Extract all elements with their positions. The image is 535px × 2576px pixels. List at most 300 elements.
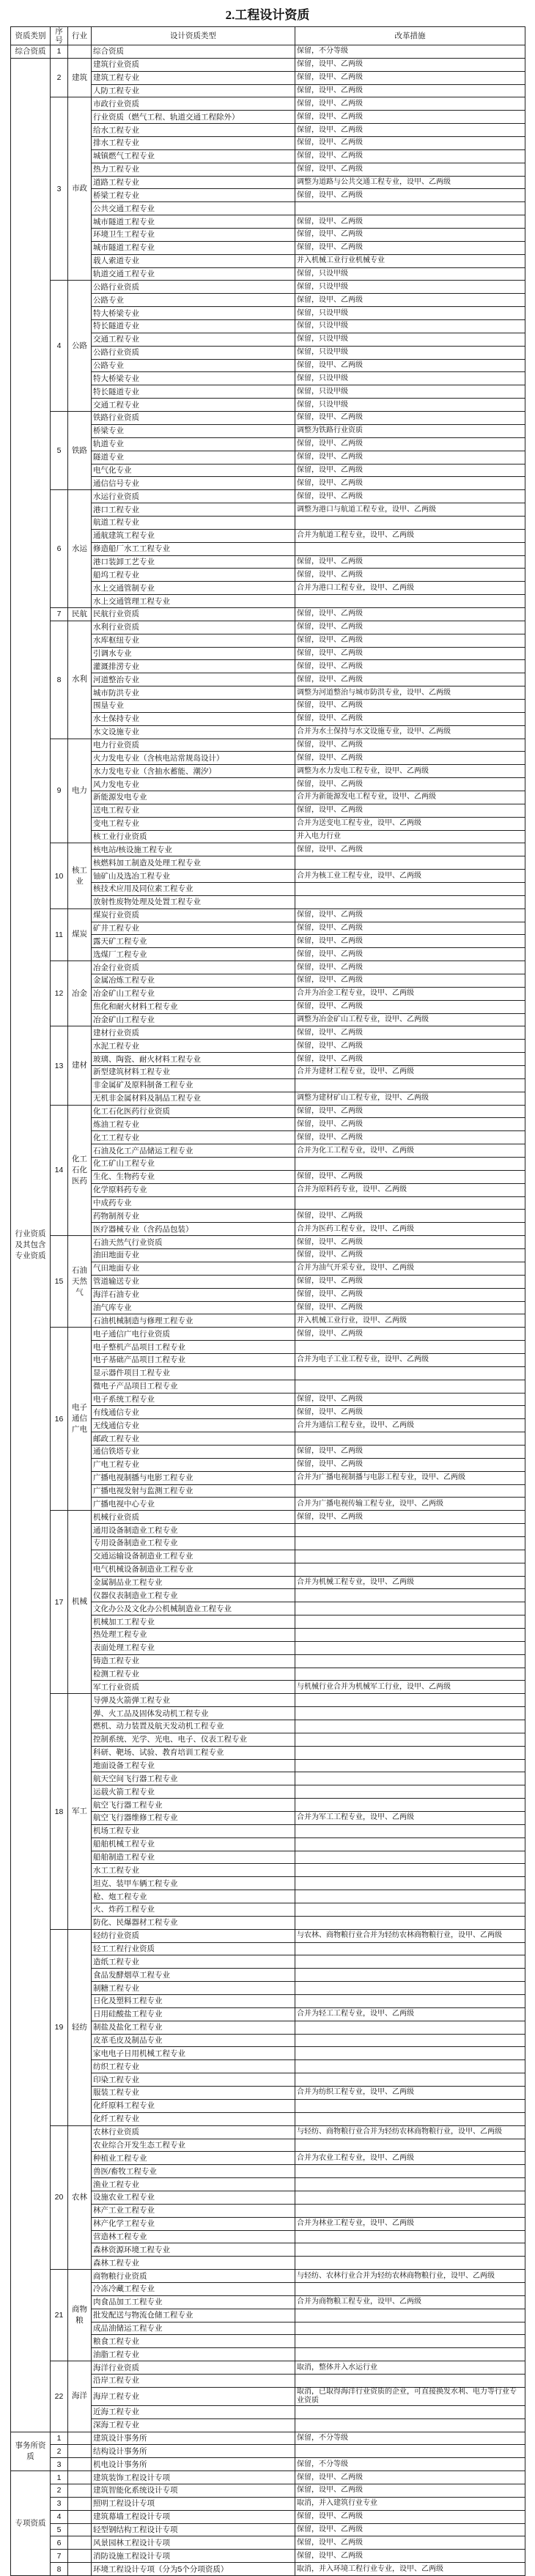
number-cell: 16 (51, 1328, 68, 1511)
qualification-type-cell: 城镇燃气工程专业 (92, 149, 295, 163)
header-number: 序号 (51, 27, 68, 45)
reform-measure-cell (295, 2165, 525, 2178)
reform-measure-cell: 保留，设甲、乙两级 (295, 621, 525, 634)
qualification-type-cell: 轨道专业 (92, 437, 295, 451)
reform-measure-cell: 调整为道路与公共交通工程专业，设甲、乙两级 (295, 176, 525, 189)
industry-cell (68, 2536, 92, 2550)
qualification-type-cell: 建筑装饰工程设计专项 (92, 2471, 295, 2484)
industry-cell: 水运 (68, 490, 92, 608)
qualification-type-cell: 港口工程专业 (92, 503, 295, 517)
number-cell: 19 (51, 1929, 68, 2125)
reform-measure-cell: 合并为医药工程专业，设甲、乙两级 (295, 1223, 525, 1236)
reform-measure-cell (295, 1602, 525, 1615)
qualification-type-cell: 轻型钢结构工程设计专项 (92, 2523, 295, 2536)
qualification-type-cell: 沿岸工程专业 (92, 2374, 295, 2387)
qualification-type-cell: 风景园林工程设计专项 (92, 2536, 295, 2550)
qualification-type-cell: 水库枢纽专业 (92, 634, 295, 647)
qualification-type-cell: 冶金矿山工程专业 (92, 987, 295, 1000)
table-row (11, 2497, 525, 2510)
number-cell: 3 (51, 97, 68, 281)
qualification-type-cell: 邮政工程专业 (92, 1432, 295, 1446)
qualification-type-cell: 油气库专业 (92, 1301, 295, 1314)
qualification-type-cell: 批发配送与物流仓储工程专业 (92, 2309, 295, 2322)
qualification-type-cell: 铸造工程专业 (92, 1654, 295, 1668)
reform-measure-cell (295, 202, 525, 215)
qualification-type-cell: 照明工程设计专项 (92, 2497, 295, 2510)
qualification-type-cell: 特大桥梁专业 (92, 307, 295, 320)
reform-measure-cell (295, 1366, 525, 1380)
qualification-type-cell: 仪器仪表制造业工程专业 (92, 1589, 295, 1602)
qualification-type-cell: 特大桥梁专业 (92, 372, 295, 385)
reform-measure-cell (295, 1995, 525, 2008)
qualification-type-cell: 检测工程专业 (92, 1668, 295, 1681)
reform-measure-cell: 保留，设甲、乙两级 (295, 922, 525, 935)
reform-measure-cell: 保留，只设甲级 (295, 385, 525, 399)
reform-measure-cell (295, 1158, 525, 1171)
table-row (11, 2361, 525, 2375)
reform-measure-cell: 合并为商物粮工程专业，设甲、乙两级 (295, 2295, 525, 2309)
reform-measure-cell: 保留，设甲、乙两级 (295, 634, 525, 647)
qualification-type-cell: 通航建筑工程专业 (92, 529, 295, 542)
reform-measure-cell: 保留，设甲、乙两级 (295, 935, 525, 948)
qualification-type-cell: 公路行业资质 (92, 281, 295, 294)
reform-measure-cell (295, 1628, 525, 1641)
reform-measure-cell (295, 542, 525, 555)
table-row (11, 281, 525, 294)
qualification-type-cell: 设施农业工程专业 (92, 2191, 295, 2204)
qualification-type-cell: 电力行业资质 (92, 739, 295, 752)
reform-measure-cell (295, 2034, 525, 2047)
reform-measure-cell: 保留，设甲、乙两级 (295, 673, 525, 686)
qualification-type-cell: 航天空间飞行器工程专业 (92, 1772, 295, 1785)
qualification-type-cell: 兽医/畜牧工程专业 (92, 2165, 295, 2178)
qualification-type-cell: 引调水专业 (92, 647, 295, 660)
table-row (11, 961, 525, 974)
reform-measure-cell: 保留，只设甲级 (295, 320, 525, 333)
qualification-type-cell: 消防设施工程设计专项 (92, 2550, 295, 2563)
table-row (11, 908, 525, 922)
reform-measure-cell (295, 1851, 525, 1864)
qualification-type-cell: 石油及化工产品储运工程专业 (92, 1144, 295, 1158)
reform-measure-cell: 保留，设甲、乙两级 (295, 1249, 525, 1262)
qualification-type-cell: 载人索道专业 (92, 254, 295, 267)
reform-measure-cell: 与轻纺、商物粮行业合并为轻纺农林商物粮行业，设甲、乙两级 (295, 2125, 525, 2139)
reform-measure-cell (295, 1707, 525, 1720)
qualification-type-cell: 石油天然气行业资质 (92, 1236, 295, 1249)
reform-measure-cell: 保留，设甲、乙两级 (295, 241, 525, 254)
qualification-type-cell: 通信铁塔专业 (92, 1445, 295, 1458)
reform-measure-cell: 保留，不分等级 (295, 45, 525, 59)
category-cell: 事务所资质 (11, 2432, 51, 2471)
qualification-type-cell: 文化办公及文化办公机械制造业工程专业 (92, 1602, 295, 1615)
qualification-type-cell: 广播电视中心专业 (92, 1498, 295, 1511)
industry-cell: 铁路 (68, 412, 92, 490)
qualification-type-cell: 无线通信专业 (92, 1419, 295, 1432)
reform-measure-cell: 保留，设甲、乙两级 (295, 1288, 525, 1301)
reform-measure-cell: 合并为机械工程专业，设甲、乙两级 (295, 1576, 525, 1589)
reform-measure-cell: 保留，设甲、乙两级 (295, 1275, 525, 1288)
table-row (11, 2536, 525, 2550)
number-cell: 2 (51, 2484, 68, 2497)
qualification-type-cell: 船舶机械工程专业 (92, 1837, 295, 1851)
reform-measure-cell (295, 1942, 525, 1955)
reform-measure-cell (295, 2322, 525, 2335)
reform-measure-cell: 保留，设甲、乙两级 (295, 2523, 525, 2536)
qualification-type-cell: 家电电子日用机械工程专业 (92, 2047, 295, 2060)
reform-measure-cell: 取消，已取得海洋行业资质的企业，可直接换发水利、电力等行业专业资质 (295, 2387, 525, 2405)
table-row (11, 621, 525, 634)
table-row (11, 739, 525, 752)
qualification-type-cell: 弹、火工品及固体发动机工程专业 (92, 1707, 295, 1720)
industry-cell (68, 2550, 92, 2563)
qualification-type-cell: 表面处理工程专业 (92, 1641, 295, 1654)
qualification-type-cell: 人防工程专业 (92, 84, 295, 97)
qualification-type-cell: 森林资源环境工程专业 (92, 2243, 295, 2257)
table-row (11, 2458, 525, 2471)
qualification-type-cell: 化纤原料工程专业 (92, 2099, 295, 2112)
qualification-type-cell: 建筑幕墙工程设计专项 (92, 2510, 295, 2523)
qualification-type-cell: 交通工程专业 (92, 333, 295, 346)
industry-cell (68, 2471, 92, 2484)
industry-cell (68, 2484, 92, 2497)
qualification-type-cell: 地面设备工程专业 (92, 1759, 295, 1772)
reform-measure-cell (295, 1969, 525, 1982)
qualification-type-cell: 机场工程专业 (92, 1824, 295, 1837)
reform-measure-cell: 保留，只设甲级 (295, 307, 525, 320)
qualification-type-cell: 广电工程专业 (92, 1458, 295, 1471)
qualification-type-cell: 建筑行业资质 (92, 58, 295, 71)
qualification-type-cell: 药物制剂专业 (92, 1210, 295, 1223)
reform-measure-cell: 与农林、商物粮行业合并为轻纺农林商物粮行业，设甲、乙两级 (295, 1929, 525, 1942)
qualification-type-cell: 燃机、动力装置及航天发动机工程专业 (92, 1720, 295, 1733)
qualification-type-cell: 冶金行业资质 (92, 961, 295, 974)
reform-measure-cell (295, 1824, 525, 1837)
reform-measure-cell: 保留，设甲、乙两级 (295, 215, 525, 229)
table-row (11, 45, 525, 59)
number-cell: 3 (51, 2458, 68, 2471)
reform-measure-cell: 调整为港口与航道工程专业，设甲、乙两级 (295, 503, 525, 517)
table-row (11, 2550, 525, 2563)
qualification-type-cell: 民航行业资质 (92, 607, 295, 621)
reform-measure-cell (295, 1550, 525, 1563)
reform-measure-cell: 与机械行业合并为机械军工行业，设甲、乙两级 (295, 1681, 525, 1694)
reform-measure-cell: 保留，设甲、乙两级 (295, 843, 525, 856)
number-cell: 4 (51, 2510, 68, 2523)
reform-measure-cell (295, 2191, 525, 2204)
category-cell: 专项资质 (11, 2471, 51, 2576)
qualification-type-cell: 食品发酵烟草工程专业 (92, 1969, 295, 1982)
reform-measure-cell: 调整为河道整治与城市防洪专业，设甲、乙两级 (295, 686, 525, 700)
qualification-type-cell: 种植业工程专业 (92, 2152, 295, 2165)
qualification-type-cell: 非金属矿及原料制备工程专业 (92, 1078, 295, 1092)
qualification-type-cell: 航空飞行器工程专业 (92, 1799, 295, 1812)
table-row (11, 97, 525, 111)
reform-measure-cell: 保留，设甲、乙两级 (295, 2484, 525, 2497)
qualification-type-cell: 新能源发电专业 (92, 791, 295, 804)
reform-measure-cell: 保留，设甲、乙两级 (295, 71, 525, 84)
qualification-type-cell: 水上交通管理工程专业 (92, 595, 295, 608)
table-row (11, 2270, 525, 2283)
qualification-type-cell: 公路专业 (92, 294, 295, 307)
reform-measure-cell: 保留，设甲、乙两级 (295, 84, 525, 97)
reform-measure-cell (295, 2139, 525, 2152)
qualification-type-cell: 矿井工程专业 (92, 922, 295, 935)
reform-measure-cell (295, 2309, 525, 2322)
qualification-type-cell: 机电设计事务所 (92, 2458, 295, 2471)
reform-measure-cell (295, 1536, 525, 1550)
reform-measure-cell: 保留，设甲、乙两级 (295, 2471, 525, 2484)
reform-measure-cell: 调整为建材矿山工程专业，设甲、乙两级 (295, 1092, 525, 1105)
table-row (11, 1511, 525, 1524)
reform-measure-cell: 合并为冶金工程专业，设甲、乙两级 (295, 987, 525, 1000)
number-cell: 21 (51, 2270, 68, 2361)
reform-measure-cell: 保留，设甲、乙两级 (295, 1458, 525, 1471)
reform-measure-cell (295, 2282, 525, 2295)
number-cell: 18 (51, 1694, 68, 1929)
number-cell: 1 (51, 45, 68, 59)
qualification-type-cell: 制糖工程专业 (92, 1982, 295, 1995)
reform-measure-cell: 合并为军工工程专业，设甲、乙两级 (295, 1812, 525, 1825)
qualification-type-cell: 变电工程专业 (92, 817, 295, 830)
header-industry: 行业 (68, 27, 92, 45)
qualification-type-cell: 军工行业资质 (92, 1681, 295, 1694)
reform-measure-cell (295, 2060, 525, 2073)
reform-measure-cell: 保留，设甲、乙两级 (295, 1118, 525, 1131)
reform-measure-cell: 保留，只设甲级 (295, 399, 525, 412)
qualification-type-cell: 铁路行业资质 (92, 412, 295, 425)
reform-measure-cell (295, 1877, 525, 1890)
qualification-type-cell: 水运行业资质 (92, 490, 295, 503)
industry-cell: 水利 (68, 621, 92, 739)
qualification-type-cell: 隧道专业 (92, 451, 295, 464)
reform-measure-cell: 合并为轻工工程专业，设甲、乙两级 (295, 2007, 525, 2021)
page-title: 2.工程设计资质 (225, 8, 310, 22)
number-cell: 5 (51, 412, 68, 490)
reform-measure-cell: 保留，设甲、乙两级 (295, 660, 525, 673)
qualification-type-cell: 粮食工程专业 (92, 2335, 295, 2348)
reform-measure-cell: 保留，设甲、乙两级 (295, 2550, 525, 2563)
reform-measure-cell: 保留，只设甲级 (295, 346, 525, 359)
reform-measure-cell: 保留，设甲、乙两级 (295, 124, 525, 137)
reform-measure-cell: 合并为水土保持与水文设施专业，设甲、乙两级 (295, 725, 525, 739)
reform-measure-cell (295, 1955, 525, 1969)
reform-measure-cell: 保留，设甲、乙两级 (295, 149, 525, 163)
reform-measure-cell: 保留，只设甲级 (295, 267, 525, 281)
reform-measure-cell (295, 1785, 525, 1799)
qualification-type-cell: 电子系统工程专业 (92, 1393, 295, 1406)
reform-measure-cell (295, 2445, 525, 2458)
industry-cell: 公路 (68, 281, 92, 412)
table-row (11, 2432, 525, 2445)
qualification-type-cell: 综合资质 (92, 45, 295, 59)
qualification-type-cell: 核电站/核设施工程专业 (92, 843, 295, 856)
reform-measure-cell (295, 2112, 525, 2125)
reform-measure-cell (295, 856, 525, 870)
qualification-type-cell: 轻纺行业资质 (92, 1929, 295, 1942)
qualification-type-cell: 农林行业资质 (92, 2125, 295, 2139)
reform-measure-cell: 并入电力行业 (295, 830, 525, 843)
industry-cell (68, 2523, 92, 2536)
industry-cell (68, 2458, 92, 2471)
number-cell: 7 (51, 2550, 68, 2563)
industry-cell: 冶金 (68, 961, 92, 1026)
qualification-type-cell: 坦克、装甲车辆工程专业 (92, 1877, 295, 1890)
number-cell: 3 (51, 2497, 68, 2510)
qualification-type-cell: 环境工程设计专项（分为5个分项资质） (92, 2563, 295, 2576)
qualification-type-cell: 化工矿山工程专业 (92, 1158, 295, 1171)
reform-measure-cell (295, 1903, 525, 1917)
qualification-type-cell: 电气机械设备制造业工程专业 (92, 1563, 295, 1576)
qualification-type-cell: 航道工程专业 (92, 516, 295, 529)
qualification-type-cell: 机械行业资质 (92, 1511, 295, 1524)
reform-measure-cell (295, 1654, 525, 1668)
qualification-type-cell: 服装工程专业 (92, 2087, 295, 2100)
reform-measure-cell: 保留，设甲、乙两级 (295, 111, 525, 124)
qualification-type-cell: 玻璃、陶瓷、耐火材料工程专业 (92, 1053, 295, 1066)
reform-measure-cell (295, 2374, 525, 2387)
reform-measure-cell: 保留，设甲、乙两级 (295, 699, 525, 712)
industry-cell: 化工石化医药 (68, 1105, 92, 1236)
qualification-type-cell: 航空飞行器维修工程专业 (92, 1812, 295, 1825)
table-row (11, 58, 525, 71)
qualification-type-cell: 水土保持专业 (92, 712, 295, 725)
reform-measure-cell: 保留，设甲、乙两级 (295, 137, 525, 150)
reform-measure-cell: 保留，设甲、乙两级 (295, 778, 525, 791)
qualification-type-cell: 制盐及盐化工程专业 (92, 2021, 295, 2034)
reform-measure-cell (295, 2348, 525, 2361)
industry-cell (68, 2445, 92, 2458)
qualification-type-cell: 水泥工程专业 (92, 1040, 295, 1053)
table-row (11, 2523, 525, 2536)
reform-measure-cell: 合并为化工工程专业，设甲、乙两级 (295, 1144, 525, 1158)
qualification-type-cell: 商物粮行业资质 (92, 2270, 295, 2283)
reform-measure-cell (295, 1694, 525, 1707)
qualification-type-cell: 城市隧道工程专业 (92, 215, 295, 229)
reform-measure-cell (295, 2099, 525, 2112)
reform-measure-cell (295, 1380, 525, 1393)
reform-measure-cell: 保留，只设甲级 (295, 372, 525, 385)
qualification-type-cell: 选煤厂工程专业 (92, 948, 295, 961)
industry-cell: 石油天然气 (68, 1236, 92, 1328)
reform-measure-cell: 并入机械工业行业，设甲、乙两级 (295, 1314, 525, 1328)
table-row (11, 1236, 525, 1249)
qualification-type-cell: 油脂工程专业 (92, 2348, 295, 2361)
industry-cell: 建筑 (68, 58, 92, 97)
reform-measure-cell: 保留，设甲、乙两级 (295, 555, 525, 569)
number-cell: 8 (51, 2563, 68, 2576)
reform-measure-cell: 保留，设甲、乙两级 (295, 647, 525, 660)
table-row (11, 2484, 525, 2497)
qualification-type-cell: 电子通信广电行业资质 (92, 1328, 295, 1341)
industry-cell (68, 2563, 92, 2576)
reform-measure-cell: 取消，并入建筑行业专业 (295, 2497, 525, 2510)
reform-measure-cell (295, 2178, 525, 2191)
qualification-type-cell: 气田地面专业 (92, 1262, 295, 1275)
number-cell: 2 (51, 2445, 68, 2458)
industry-cell (68, 2497, 92, 2510)
qualification-type-cell: 港口装卸工艺专业 (92, 555, 295, 569)
qualification-type-cell: 化纤工程专业 (92, 2112, 295, 2125)
qualification-type-cell: 城市隧道工程专业 (92, 241, 295, 254)
industry-cell: 商物粮 (68, 2270, 92, 2361)
qualification-type-cell: 核工业行业资质 (92, 830, 295, 843)
number-cell: 22 (51, 2361, 68, 2432)
reform-measure-cell: 合并为核工业工程专业，设甲、乙两级 (295, 870, 525, 883)
reform-measure-cell: 保留，设甲、乙两级 (295, 1105, 525, 1118)
industry-cell: 农林 (68, 2125, 92, 2269)
reform-measure-cell: 合并为港口工程专业，设甲、乙两级 (295, 582, 525, 595)
reform-measure-cell: 保留，设甲、乙两级 (295, 1236, 525, 1249)
qualification-type-cell: 核燃料加工制造及处理工程专业 (92, 856, 295, 870)
reform-measure-cell: 与轻纺、农林行业合并为轻纺农林商物粮行业，设甲、乙两级 (295, 2270, 525, 2283)
reform-measure-cell: 合并为送变电工程专业，设甲、乙两级 (295, 817, 525, 830)
reform-measure-cell: 保留，设甲、乙两级 (295, 437, 525, 451)
number-cell: 2 (51, 58, 68, 97)
table-row (11, 843, 525, 856)
industry-cell: 海洋 (68, 2361, 92, 2432)
reform-measure-cell: 保留，设甲、乙两级 (295, 1328, 525, 1341)
table-row (11, 1929, 525, 1942)
reform-measure-cell (295, 1589, 525, 1602)
industry-cell: 煤炭 (68, 908, 92, 961)
header-category: 资质类别 (11, 27, 51, 45)
qualification-type-cell: 核技术应用及同位素工程专业 (92, 883, 295, 896)
reform-measure-cell (295, 1982, 525, 1995)
number-cell: 1 (51, 2471, 68, 2484)
qualification-type-cell: 船坞工程专业 (92, 569, 295, 582)
qualification-type-cell: 造纸工程专业 (92, 1955, 295, 1969)
reform-measure-cell: 合并为通信工程专业，设甲、乙两级 (295, 1419, 525, 1432)
qualification-type-cell: 特长隧道专业 (92, 385, 295, 399)
reform-measure-cell: 保留，设甲、乙两级 (295, 1026, 525, 1040)
number-cell: 8 (51, 621, 68, 739)
table-row (11, 2563, 525, 2576)
reform-measure-cell (295, 2021, 525, 2034)
qualification-type-cell: 油田地面专业 (92, 1249, 295, 1262)
qualification-type-cell: 公共交通工程专业 (92, 202, 295, 215)
reform-measure-cell: 合并为油气开采专业，设甲、乙两级 (295, 1262, 525, 1275)
qualification-type-cell: 化工石化医药行业资质 (92, 1105, 295, 1118)
reform-measure-cell: 合并为原料药专业，设甲、乙两级 (295, 1183, 525, 1196)
table-row (11, 1694, 525, 1707)
qualification-type-cell: 海洋石油专业 (92, 1288, 295, 1301)
number-cell: 10 (51, 843, 68, 908)
qualification-type-cell: 广播电视制播与电影工程专业 (92, 1471, 295, 1484)
qualification-type-cell: 微电子产品项目工程专业 (92, 1380, 295, 1393)
qualification-type-cell: 海洋行业资质 (92, 2361, 295, 2375)
reform-measure-cell: 保留，设甲、乙两级 (295, 1000, 525, 1013)
reform-measure-cell (295, 883, 525, 896)
number-cell: 6 (51, 490, 68, 608)
number-cell: 12 (51, 961, 68, 1026)
qualification-type-cell: 日用硅酸盐工程专业 (92, 2007, 295, 2021)
number-cell: 17 (51, 1511, 68, 1694)
reform-measure-cell: 保留，设甲、乙两级 (295, 569, 525, 582)
reform-measure-cell (295, 1524, 525, 1537)
reform-measure-cell: 保留，设甲、乙两级 (295, 294, 525, 307)
table-row (11, 412, 525, 425)
qualification-type-cell: 火、炸药工程专业 (92, 1903, 295, 1917)
reform-measure-cell: 取消，并入环境工程行业专业，设甲、乙两级 (295, 2563, 525, 2576)
qualification-type-cell: 纺织工程专业 (92, 2060, 295, 2073)
qualification-type-cell: 林产工业工程专业 (92, 2204, 295, 2217)
table-row (11, 2445, 525, 2458)
reform-measure-cell: 合并为新能源发电工程专业，设甲、乙两级 (295, 791, 525, 804)
reform-measure-cell: 保留，设甲、乙两级 (295, 607, 525, 621)
number-cell: 9 (51, 739, 68, 843)
reform-measure-cell: 保留，设甲、乙两级 (295, 974, 525, 988)
header-reform-measure: 改革措施 (295, 27, 525, 45)
